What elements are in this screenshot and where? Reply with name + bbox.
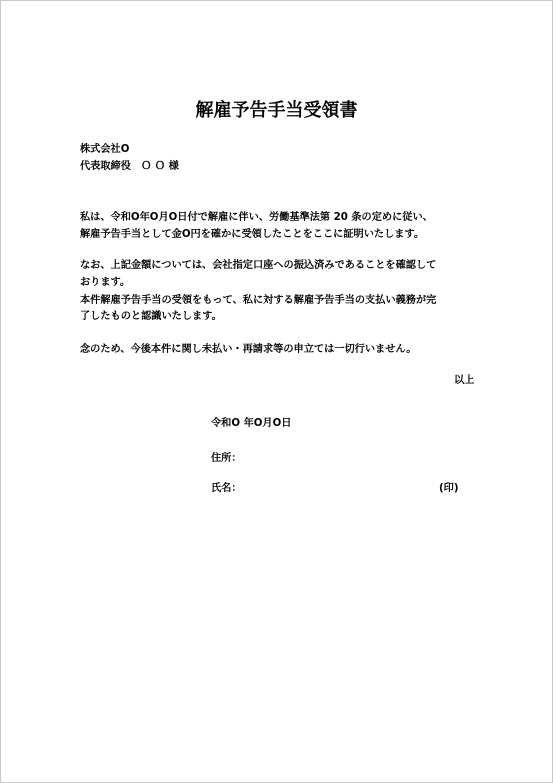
document-title: 解雇予告手当受領書 xyxy=(195,100,358,121)
body-line: なお、上記金額については、会社指定口座への振込済みであることを確認して xyxy=(80,260,437,271)
address-label: 住所： xyxy=(211,453,242,464)
seal-mark: (印) xyxy=(439,483,459,494)
body-line: おります。 xyxy=(80,277,131,288)
body-line: 私は、令和O年O月O日付で解雇に伴い、労働基準法第 20 条の定めに従い、 xyxy=(80,212,433,223)
body-line: 念のため、今後本件に関し未払い・再請求等の申立ては一切行いません。 xyxy=(80,344,417,355)
addressee-representative: 代表取締役 Ｏ Ｏ 様 xyxy=(80,161,179,172)
signature-date: 令和O 年O月O日 xyxy=(211,418,292,429)
body-line: 解雇予告手当として金O円を確かに受領したことをここに証明いたします。 xyxy=(80,229,425,240)
body-line: 本件解雇予告手当の受領をもって、私に対する解雇予告手当の支払い義務が完 xyxy=(80,295,437,306)
body-line: 了したものと認識いたします。 xyxy=(80,311,222,322)
addressee-company: 株式会社O xyxy=(80,144,130,155)
name-label: 氏名： xyxy=(211,483,242,494)
closing-text: 以上 xyxy=(454,375,475,386)
